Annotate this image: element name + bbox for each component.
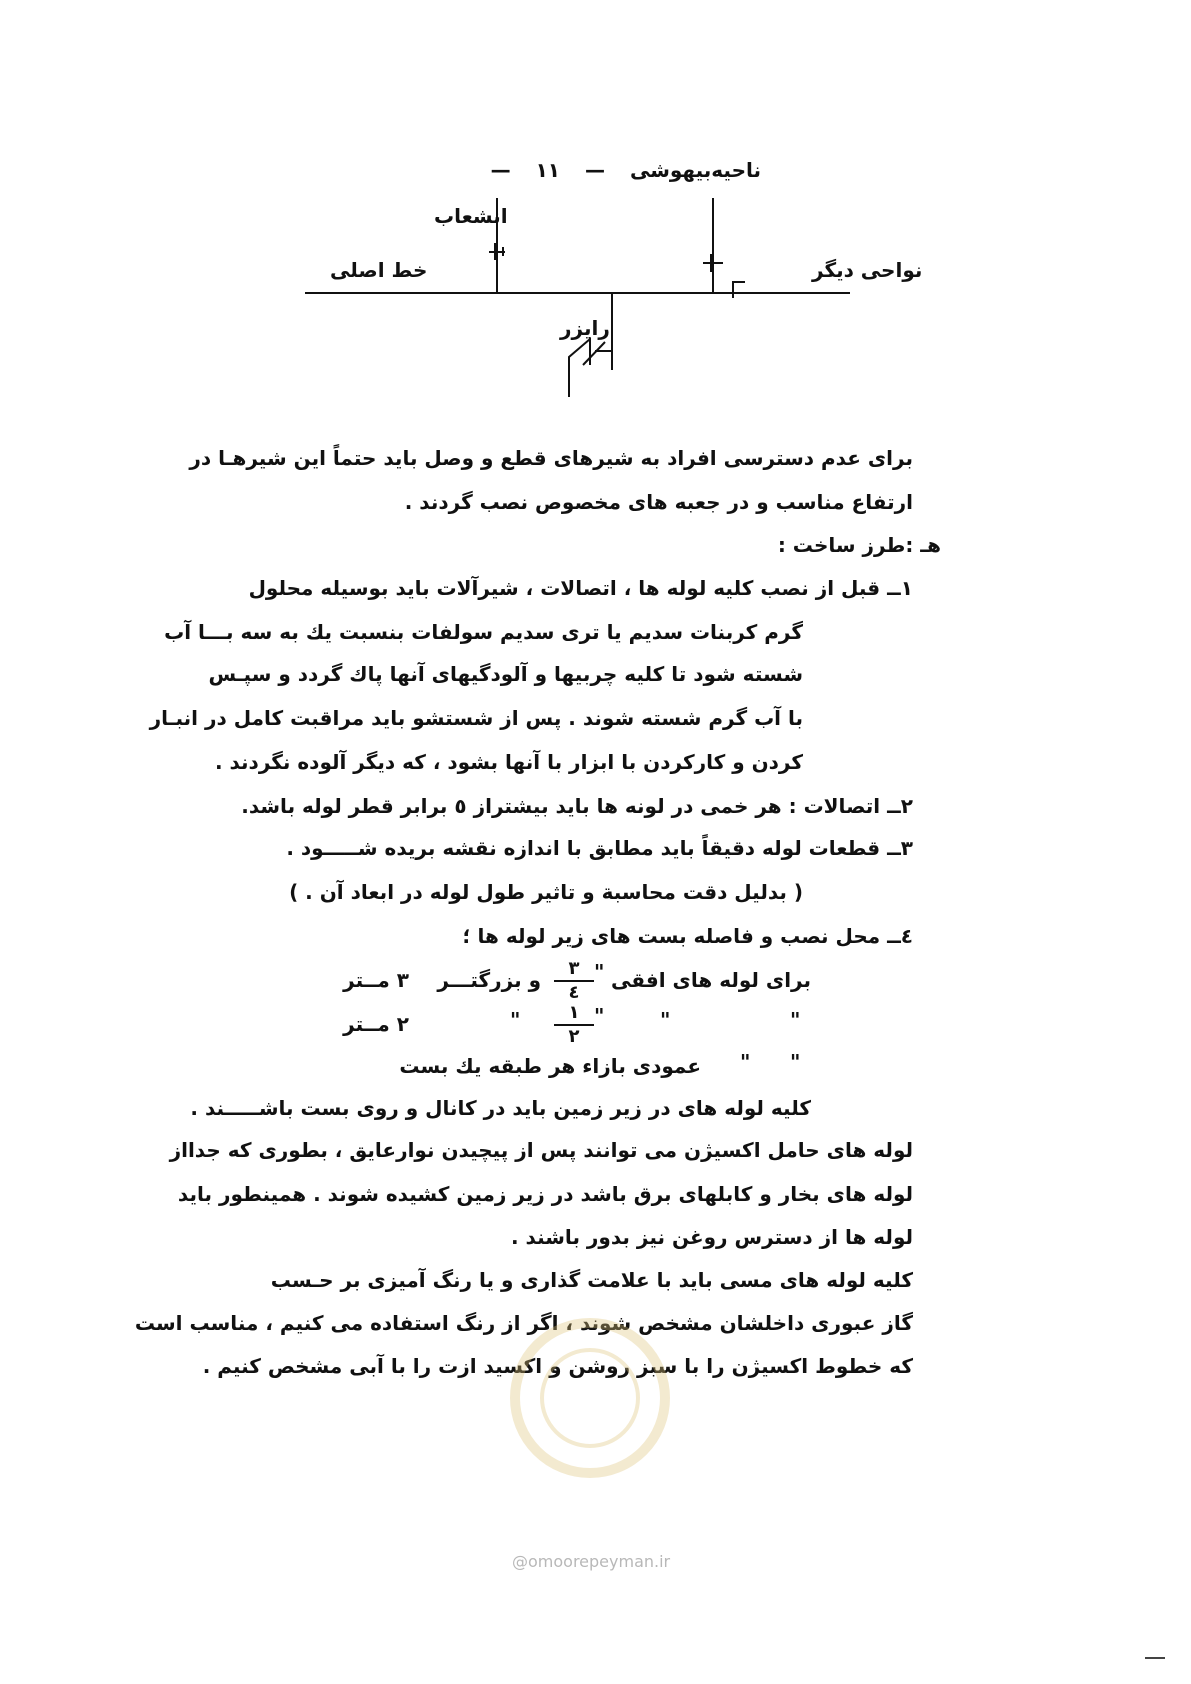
page-number: ۱۱: [535, 158, 561, 182]
main-line-label: خط اصلی: [330, 258, 428, 282]
ditto-mark: ": [660, 1008, 671, 1032]
list-item-line: کردن و کارکردن با ابزار با آنها بشود ، که دیگر آلوده نگردند .: [214, 750, 803, 774]
riser-valve-icon: [569, 339, 612, 397]
other-zones-label: نواحی دیگر: [812, 258, 923, 282]
support-row-suffix: و بزرگتـــر: [437, 968, 541, 992]
fraction-denominator: ٤: [568, 982, 580, 1003]
ditto-mark: ": [740, 1050, 751, 1074]
page-corner-mark: [1145, 1657, 1165, 1659]
inch-mark: ": [594, 960, 605, 984]
watermark-site: @omoorepeyman.ir: [512, 1552, 671, 1571]
ditto-mark: ": [510, 1008, 521, 1032]
list-item-line: ( بدلیل دقت محاسبة و تاثیر طول لوله در ابعاد آن . ): [289, 880, 803, 904]
list-item-line: ۳ــ قطعات لوله دقیقاً باید مطابق با اندازه نقشه بریده شـــــود .: [286, 836, 913, 860]
section-title: ناحیه‌بیهوشی: [629, 158, 761, 182]
list-item-line: ۱ــ قبل از نصب کلیه لوله ها ، اتصالات ، شیرآلات باید بوسیله محلول: [248, 576, 913, 600]
support-row-label: عمودی بازاء هر طبقه یك بست: [399, 1054, 701, 1078]
piping-diagram: [290, 190, 930, 410]
watermark-gear-icon: [540, 1348, 640, 1448]
list-item-line: ٤ــ محل نصب و فاصله بست های زیر لوله ها ؛: [462, 924, 913, 948]
list-item-line: شسته شود تا کلیه چربیها و آلودگیهای آنها پاك گردد و سپـس: [208, 662, 803, 686]
body-line: لوله ها از دسترس روغن نیز بدور باشند .: [510, 1225, 913, 1249]
fraction-three-quarters: [554, 960, 594, 1002]
header-dash: —: [584, 158, 605, 182]
list-item-line: ۲ــ اتصالات : هر خمی در لونه ها باید بیشتراز ٥ برابر قطر لوله باشد.: [241, 794, 913, 818]
body-line: گاز عبوری داخلشان مشخص شوند ، اگر از رنگ استفاده می کنیم ، مناسب است: [134, 1311, 913, 1335]
support-row-label: برای لوله های افقی: [611, 968, 811, 992]
body-line: که خطوط اکسیژن را با سبز روشن و اکسید ازت را با آبی مشخص کنیم .: [202, 1354, 913, 1378]
body-line: ارتفاع مناسب و در جعبه های مخصوص نصب گردند .: [404, 490, 913, 514]
inch-mark: ": [594, 1004, 605, 1028]
riser-label: رایزر: [560, 316, 610, 340]
ditto-mark: ": [790, 1050, 801, 1074]
body-line: برای عدم دسترسی افراد به شیرهای قطع و وصل باید حتماً این شیرهـا در: [189, 446, 913, 470]
support-distance: ۳ مــتر: [343, 968, 409, 992]
page-header: [441, 160, 761, 180]
list-item-line: گرم کربنات سدیم یا تری سدیم سولفات بنسبت یك به سه بـــا آب: [164, 620, 803, 644]
body-line: کلیه لوله های در زیر زمین باید در کانال و روی بست باشـــــند .: [190, 1096, 811, 1120]
zone-valve-icon: [703, 254, 745, 298]
ditto-mark: ": [790, 1008, 801, 1032]
fraction-numerator: ۳: [568, 958, 580, 979]
support-distance: ۲ مــتر: [343, 1012, 409, 1036]
body-line: لوله های بخار و کابلهای برق باشد در زیر زمین کشیده شوند . همینطور باید: [177, 1182, 913, 1206]
section-heading: هـ :طرز ساخت :: [777, 533, 941, 557]
fraction-numerator: ۱: [568, 1002, 580, 1023]
branch-label: انشعاب: [434, 204, 508, 228]
fraction-denominator: ۲: [568, 1026, 580, 1047]
fraction-one-half: [554, 1004, 594, 1046]
body-line: کلیه لوله های مسی باید با علامت گذاری و یا رنگ آمیزی بر حـسب: [270, 1268, 913, 1292]
header-dash: —: [490, 158, 511, 182]
list-item-line: با آب گرم شسته شوند . پس از شستشو باید مراقبت کامل در انبـار: [149, 706, 803, 730]
body-line: لوله های حامل اکسیژن می توانند پس از پیچیدن نوارعایق ، بطوری که جدااز: [169, 1138, 913, 1162]
